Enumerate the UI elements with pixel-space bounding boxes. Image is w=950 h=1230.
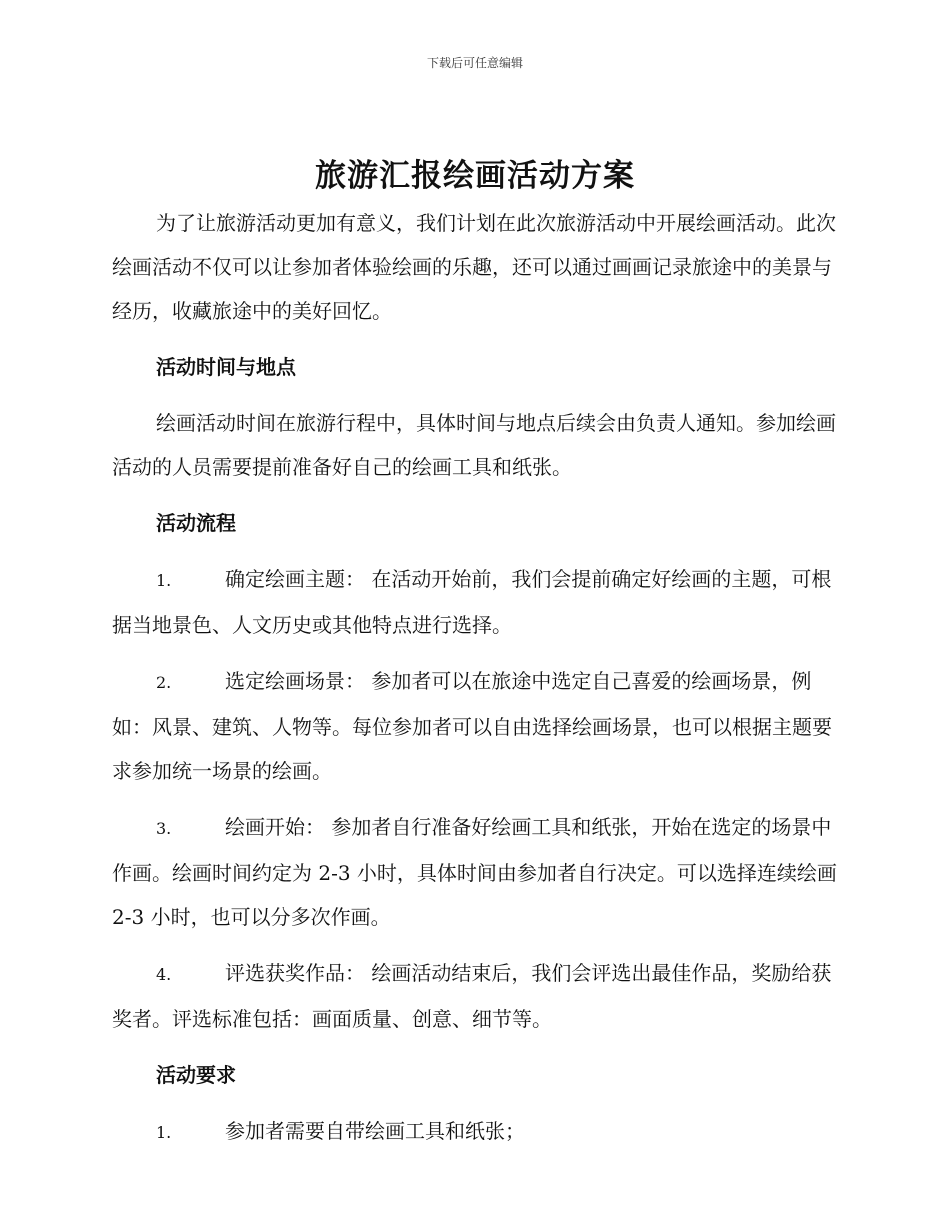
list-number: 4. — [156, 965, 172, 984]
list-item — [112, 659, 840, 793]
document-body — [112, 201, 840, 1155]
list-number: 2. — [156, 673, 172, 692]
document-title: 旅游汇报绘画活动方案 — [315, 158, 635, 194]
list-item — [112, 805, 840, 939]
list-number: 3. — [156, 819, 172, 838]
list-text: 确定绘画主题： 在活动开始前，我们会提前确定好绘画的主题，可根据当地景色、人文历史或其他特点进行选择。 — [112, 567, 832, 637]
section-heading-time: 活动时间与地点 — [156, 355, 296, 379]
intro-paragraph: 为了让旅游活动更加有意义，我们计划在此次旅游活动中开展绘画活动。此次绘画活动不仅可以让参加者体验绘画的乐趣，还可以通过画画记录旅途中的美景与经历，收藏旅途中的美好回忆。 — [112, 211, 836, 323]
section-heading-requirements: 活动要求 — [156, 1063, 236, 1087]
list-number: 1. — [156, 571, 172, 590]
list-item — [112, 557, 840, 647]
header-note: 下载后可任意编辑 — [426, 56, 523, 70]
list-text: 绘画开始： 参加者自行准备好绘画工具和纸张，开始在选定的场景中作画。绘画时间约定为 2-3 小时，具体时间由参加者自行决定。可以选择连续绘画 2-3 小时，也可以分多次作画。 — [112, 815, 837, 929]
list-text: 参加者需要自带绘画工具和纸张； — [225, 1119, 525, 1143]
list-text: 选定绘画场景： 参加者可以在旅途中选定自己喜爱的绘画场景，例如：风景、建筑、人物等。每位参加者可以自由选择绘画场景，也可以根据主题要求参加统一场景的绘画。 — [112, 669, 832, 783]
list-number: 1. — [156, 1123, 172, 1142]
list-item — [112, 1109, 840, 1155]
list-text: 评选获奖作品： 绘画活动结束后，我们会评选出最佳作品，奖励给获奖者。评选标准包括：画面质量、创意、细节等。 — [112, 961, 832, 1031]
time-paragraph: 绘画活动时间在旅游行程中，具体时间与地点后续会由负责人通知。参加绘画活动的人员需要提前准备好自己的绘画工具和纸张。 — [112, 411, 836, 479]
section-heading-flow: 活动流程 — [156, 511, 236, 535]
list-item — [112, 951, 840, 1041]
